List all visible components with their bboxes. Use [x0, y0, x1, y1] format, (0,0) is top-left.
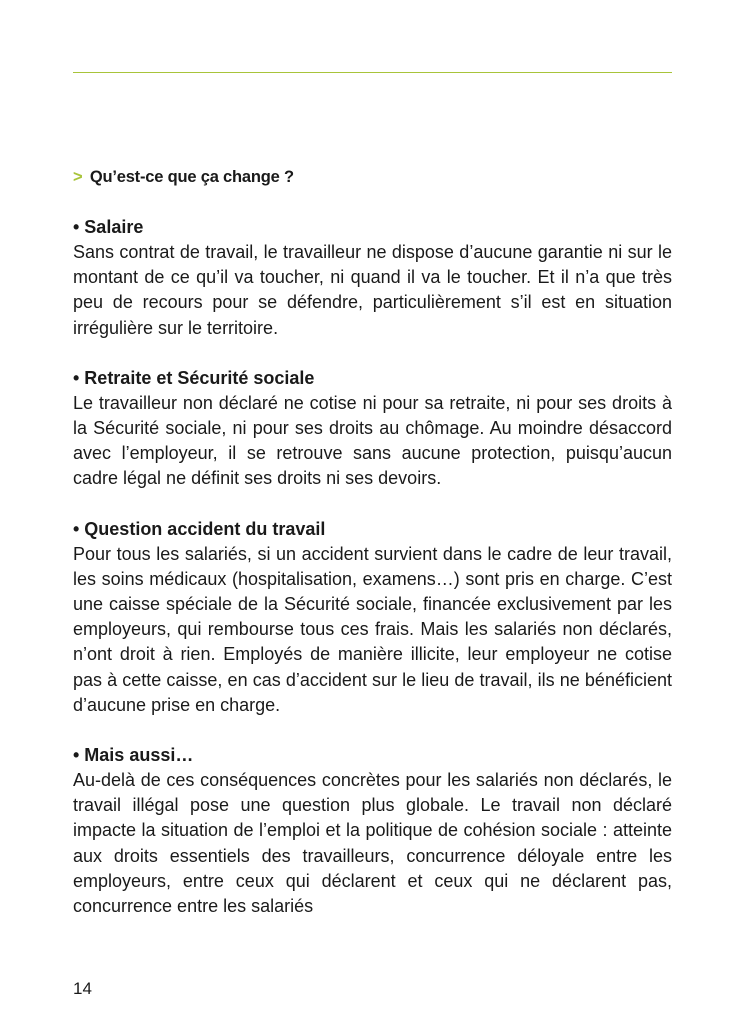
block-mais-aussi: [73, 743, 672, 919]
block-heading: • Salaire: [73, 217, 144, 237]
block-retraite: [73, 366, 672, 492]
block-heading: • Mais aussi…: [73, 745, 194, 766]
block-heading: • Retraite et Sécurité sociale: [73, 367, 315, 388]
block-salaire: [73, 215, 672, 341]
block-paragraph: Pour tous les salariés, si un accident survient dans le cadre de leur travail, les soins médicaux (hospitalisation, examens…) sont pris en charge. C’est une caisse spéciale de la Sécurité sociale, financée exclusivement par les employeurs, qui rembourse tous ces frais. Mais les salariés non déclarés, n’ont droit à rien. Employés de manière illicite, leur employeur ne cotise pas à cette caisse, en cas d’accident sur le lieu de travail, ils ne bénéficient d’aucune prise en charge.: [73, 543, 672, 715]
block-accident: [73, 517, 672, 718]
block-paragraph: Sans contrat de travail, le travailleur ne dispose d’aucune garantie ni sur le montant de ce qu’il va toucher, ni quand il va le toucher. Et il n’a que très peu de recours pour se défendre, particulièrement s’il est en situation irrégulière sur le territoire.: [73, 242, 672, 338]
page-number: 14: [73, 979, 92, 998]
block-paragraph: Au-delà de ces conséquences concrètes pour les salariés non déclarés, le travail illégal pose une question plus globale. Le travail non déclaré impacte la situation de l’emploi et la politique de cohésion sociale : atteinte aux droits essentiels des travailleurs, concurrence déloyale entre les employeurs, entre ceux qui déclarent et ceux qui ne déclarent pas, concurrence entre les salariés: [73, 770, 672, 917]
section-title-text: Qu’est-ce que ça change ?: [89, 168, 294, 186]
section-title: [73, 165, 672, 189]
block-heading: • Question accident du travail: [73, 518, 326, 539]
header-rule: [73, 72, 672, 73]
page-content: [73, 165, 672, 944]
block-paragraph: Le travailleur non déclaré ne cotise ni pour sa retraite, ni pour ses droits à la Sécurité sociale, ni pour ses droits au chômage. Au moindre désaccord avec l’employeur, il se retrouve sans aucune protection, puisqu’aucun cadre légal ne définit ses droits ni ses devoirs.: [73, 392, 672, 489]
section-marker: >: [73, 168, 83, 186]
